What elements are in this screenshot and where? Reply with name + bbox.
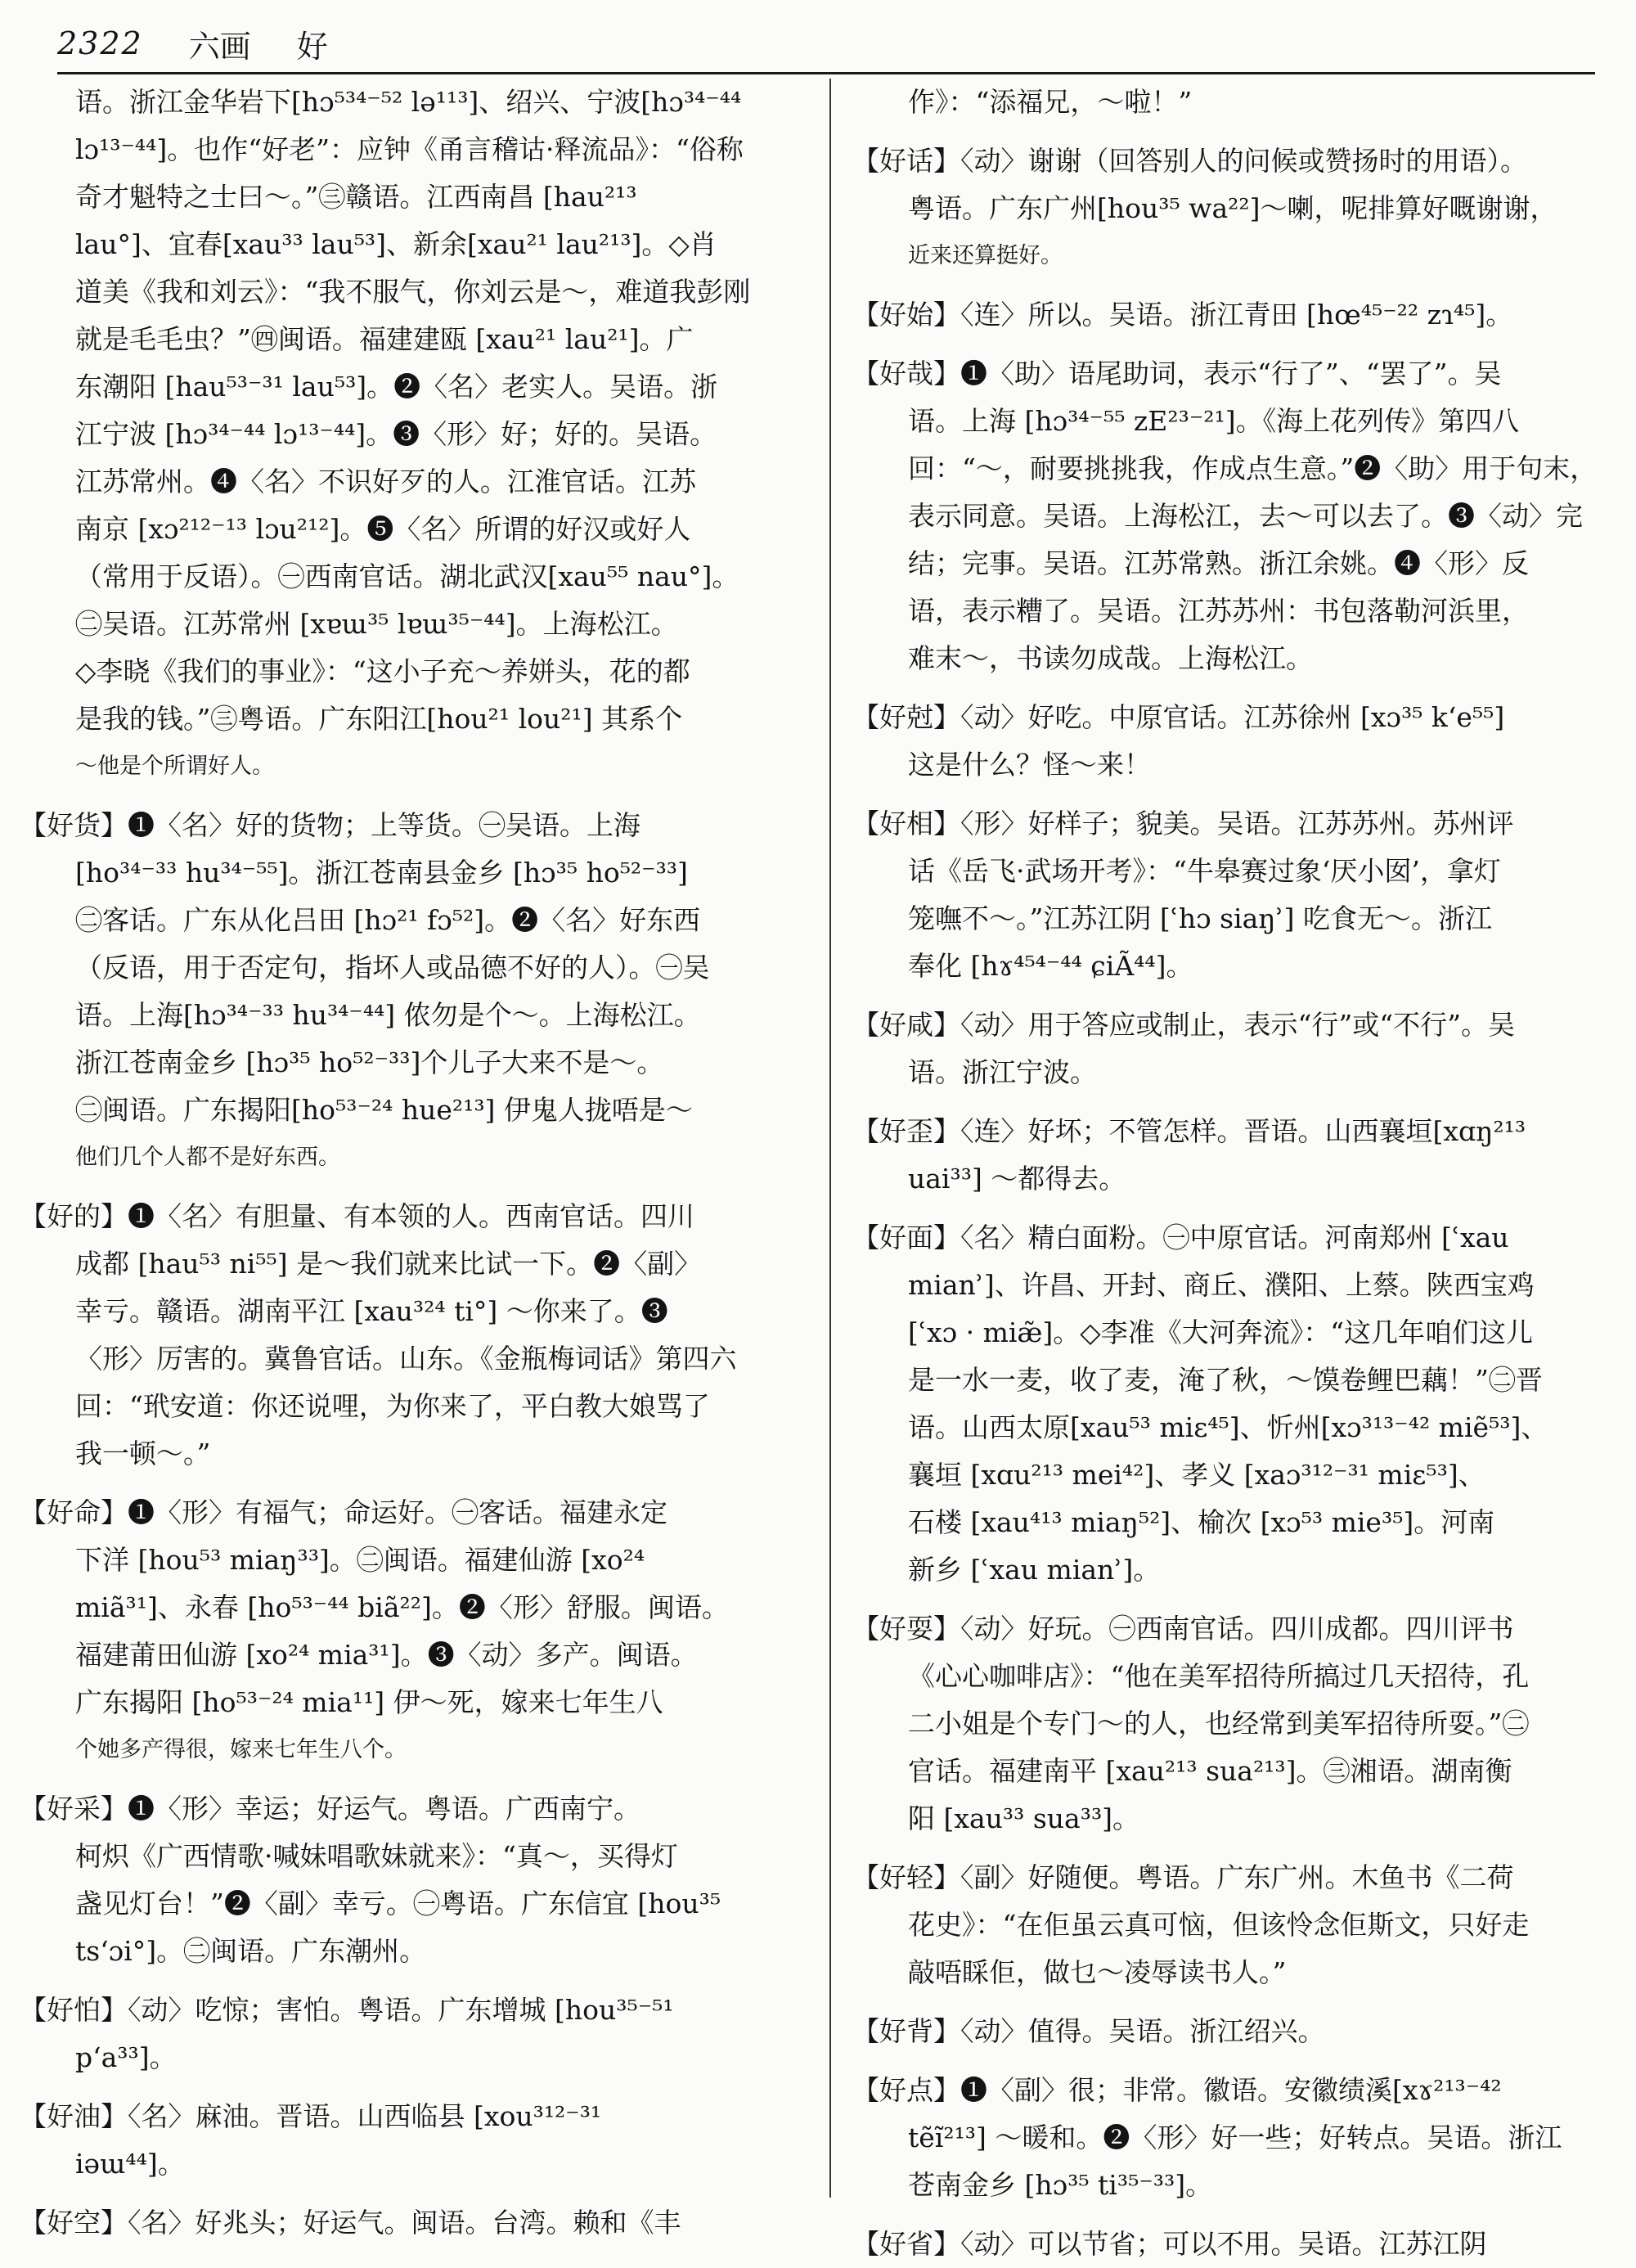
dictionary-entry-line: 【好相】〈形〉好样子；貌美。吴语。江苏苏州。苏州评 [852,808,1514,839]
dictionary-text-line: 〈形〉厉害的。冀鲁官话。山东。《金瓶梅词话》第四六 [75,1343,737,1375]
dictionary-text-line: 襄垣 [xɑu²¹³ mei⁴²]、孝义 [xaɔ³¹²⁻³¹ miɛ⁵³]、 [908,1459,1485,1491]
dictionary-text-line: 个她多产得很，嫁来七年生八个。 [75,1737,407,1762]
dictionary-text-line: 话《岳飞·武场开考》：“牛皋赛过象‘厌小囡’，拿灯 [908,855,1501,887]
dictionary-entry-line: 【好点】❶〈副〉很；非常。徽语。安徽绩溪[xɤ²¹³⁻⁴² [852,2074,1502,2106]
dictionary-text-line: 敲唔睬佢，做乜～凌辱读书人。” [908,1956,1287,1988]
dictionary-text-line: 他们几个人都不是好东西。 [75,1145,340,1170]
dictionary-entry-line: 【好货】❶〈名〉好的货物；上等货。㊀吴语。上海 [20,809,640,841]
dictionary-text-line: 语。浙江宁波。 [908,1056,1097,1088]
dictionary-text-line: 语。浙江金华岩下[hɔ⁵³⁴⁻⁵² lə¹¹³]、绍兴、宁波[hɔ³⁴⁻⁴⁴ [75,86,742,118]
column-divider [829,79,831,2198]
dictionary-text-line: 回：“～，耐要挑挑我，作成点生意。”❷〈助〉用于句末， [908,452,1598,484]
dictionary-text-line: 花史》：“在佢虽云真可恼，但该怜念佢斯文，只好走 [908,1909,1530,1941]
running-head [57,18,1579,69]
dictionary-entry-line: 【好话】〈动〉谢谢（回答别人的问候或赞扬时的用语）。 [852,145,1527,177]
dictionary-entry-line: 【好哉】❶〈助〉语尾助词，表示“行了”、“罢了”。吴 [852,358,1502,389]
dictionary-text-line: 结；完事。吴语。江苏常熟。浙江余姚。❹〈形〉反 [908,547,1529,579]
dictionary-text-line: uai³³] ～都得去。 [908,1163,1126,1195]
dictionary-text-line: tẽĩ²¹³] ～暖和。❷〈形〉好一些；好转点。吴语。浙江 [908,2122,1562,2153]
dictionary-text-line: 语。上海 [hɔ³⁴⁻⁵⁵ zE²³⁻²¹]。《海上花列传》第四八 [908,405,1520,437]
dictionary-text-line: iəɯ⁴⁴]。 [75,2148,185,2180]
dictionary-text-line: ◇李晓《我们的事业》：“这小子充～养姘头，花的都 [75,655,690,687]
dictionary-text-line: 表示同意。吴语。上海松江，去～可以去了。❸〈动〉完 [908,500,1583,532]
dictionary-text-line: 福建莆田仙游 [xo²⁴ mia³¹]。❸〈动〉多产。闽语。 [75,1639,698,1671]
dictionary-entry-line: 【好怕】〈动〉吃惊；害怕。粤语。广东增城 [hou³⁵⁻⁵¹ [20,1994,674,2026]
head-character: 好 [296,28,328,65]
dictionary-text-line: 东潮阳 [hau⁵³⁻³¹ lau⁵³]。❷〈名〉老实人。吴语。浙 [75,371,718,403]
dictionary-text-line: miã³¹]、永春 [ho⁵³⁻⁴⁴ biã²²]。❷〈形〉舒服。闽语。 [75,1591,729,1623]
dictionary-text-line: 阳 [xau³³ sua³³]。 [908,1802,1140,1834]
dictionary-text-line: 广东揭阳 [ho⁵³⁻²⁴ mia¹¹] 伊～死，嫁来七年生八 [75,1686,663,1718]
dictionary-text-line: 作》：“添福兄，～啦！” [908,86,1193,118]
stroke-section: 六画 [188,28,251,65]
dictionary-text-line: 就是毛毛虫？”㊃闽语。福建建瓯 [xau²¹ lau²¹]。广 [75,323,694,355]
dictionary-text-line: 苍南金乡 [hɔ³⁵ ti³⁵⁻³³]。 [908,2169,1213,2201]
dictionary-entry-line: 【好面】〈名〉精白面粉。㊀中原官话。河南郑州 [ʿxau [852,1222,1509,1253]
dictionary-text-line: 盏见灯台！”❷〈副〉幸亏。㊀粤语。广东信宜 [hou³⁵ [75,1888,721,1919]
dictionary-text-line: 笼嘸不～。”江苏江阴 [ʿhɔ siaŋʾ] 吃食无～。浙江 [908,902,1493,934]
dictionary-entry-line: 【好的】❶〈名〉有胆量、有本领的人。西南官话。四川 [20,1200,694,1232]
header-rule [57,72,1595,74]
dictionary-text-line: 柯炽《广西情歌·喊妹唱歌妹就来》：“真～，买得灯 [75,1840,678,1872]
dictionary-text-line: 幸亏。赣语。湖南平江 [xau³²⁴ ti°] ～你来了。❸ [75,1295,668,1327]
dictionary-text-line: 二小姐是个专门～的人，也经常到美军招待所耍。”㊁ [908,1708,1530,1739]
dictionary-text-line: 南京 [xɔ²¹²⁻¹³ lɔu²¹²]。❺〈名〉所谓的好汉或好人 [75,513,691,545]
dictionary-text-line: mianʾ]、许昌、开封、商丘、濮阳、上蔡。陕西宝鸡 [908,1269,1535,1301]
dictionary-entry-line: 【好耍】〈动〉好玩。㊀西南官话。四川成都。四川评书 [852,1613,1514,1645]
dictionary-text-line: 浙江苍南金乡 [hɔ³⁵ ho⁵²⁻³³]个儿子大来不是～。 [75,1046,664,1078]
dictionary-text-line: 成都 [hau⁵³ ni⁵⁵] 是～我们就来比试一下。❷〈副〉 [75,1248,702,1280]
dictionary-text-line: 这是什么？怪～来！ [908,749,1151,781]
dictionary-text-line: 江宁波 [hɔ³⁴⁻⁴⁴ lɔ¹³⁻⁴⁴]。❸〈形〉好；好的。吴语。 [75,418,717,450]
dictionary-text-line: 奇才魁特之士曰～。”㊂赣语。江西南昌 [hau²¹³ [75,181,637,213]
dictionary-text-line: （常用于反语）。㊀西南官话。湖北武汉[xau⁵⁵ nau°]。 [75,560,739,592]
dictionary-text-line: [ʿxɔ · miæ̃]。◇李准《大河奔流》：“这几年咱们这儿 [908,1316,1534,1348]
dictionary-entry-line: 【好背】〈动〉值得。吴语。浙江绍兴。 [852,2015,1325,2047]
dictionary-text-line: 回：“玳安道：你还说哩，为你来了，平白教大娘骂了 [75,1390,710,1422]
dictionary-text-line: ～他是个所谓好人。 [75,754,274,779]
dictionary-entry-line: 【好油】〈名〉麻油。晋语。山西临县 [xou³¹²⁻³¹ [20,2100,602,2132]
dictionary-text-line: 官话。福建南平 [xau²¹³ sua²¹³]。㊂湘语。湖南衡 [908,1755,1512,1787]
dictionary-entry-line: 【好歪】〈连〉好坏；不管怎样。晋语。山西襄垣[xɑŋ²¹³ [852,1115,1526,1147]
dictionary-text-line: 难末～，书读勿成哉。上海松江。 [908,642,1313,674]
dictionary-entry-line: 【好咸】〈动〉用于答应或制止，表示“行”或“不行”。吴 [852,1009,1515,1041]
dictionary-text-line: 下洋 [hou⁵³ miaŋ³³]。㊁闽语。福建仙游 [xo²⁴ [75,1544,645,1576]
dictionary-text-line: pʻa³³]。 [75,2041,177,2073]
dictionary-text-line: 粤语。广东广州[hou³⁵ wa²²]～喇，呢排算好嘅谢谢， [908,192,1557,224]
left-column [20,79,805,2239]
dictionary-text-line: 奉化 [hɤ⁴⁵⁴⁻⁴⁴ ɕiÃ⁴⁴]。 [908,950,1193,982]
dictionary-text-line: lɔ¹³⁻⁴⁴]。也作“好老”：应钟《甬言稽诂·释流品》：“俗称 [75,133,744,165]
dictionary-text-line: 语。上海[hɔ³⁴⁻³³ hu³⁴⁻⁴⁴] 侬勿是个～。上海松江。 [75,999,701,1031]
dictionary-text-line: 语。山西太原[xau⁵³ miɛ⁴⁵]、忻州[xɔ³¹³⁻⁴² miẽ⁵³]、 [908,1411,1548,1443]
dictionary-entry-line: 【好省】〈动〉可以节省；可以不用。吴语。江苏江阴 [852,2228,1487,2260]
dictionary-entry-line: 【好轻】〈副〉好随便。粤语。广东广州。木鱼书《二荷 [852,1861,1514,1893]
dictionary-text-line: 道美《我和刘云》：“我不服气，你刘云是～，难道我彭刚 [75,276,751,308]
dictionary-text-line: tsʻɔi°]。㊁闽语。广东潮州。 [75,1935,427,1967]
dictionary-text-line: 近来还算挺好。 [908,243,1063,268]
page-number: 2322 [57,25,143,61]
dictionary-text-line: 我一顿～。” [75,1438,211,1469]
dictionary-text-line: 是我的钱。”㊂粤语。广东阳江[hou²¹ lou²¹] 其系个 [75,703,683,735]
dictionary-entry-line: 【好采】❶〈形〉幸运；好运气。粤语。广西南宁。 [20,1793,640,1825]
dictionary-text-line: 《心心咖啡店》：“他在美军招待所搞过几天招待，孔 [908,1660,1530,1692]
dictionary-text-line: lau°]、宜春[xau³³ lau⁵³]、新余[xau²¹ lau²¹³]。◇肖 [75,228,717,260]
dictionary-entry-line: 【好尅】〈动〉好吃。中原官话。江苏徐州 [xɔ³⁵ kʻe⁵⁵] [852,701,1505,733]
dictionary-text-line: 语，表示糟了。吴语。江苏苏州：书包落勒河浜里， [908,595,1529,627]
dictionary-text-line: 是一水一麦，收了麦，淹了秋，～馍卷鲤巴藕！”㊁晋 [908,1364,1543,1396]
dictionary-text-line: ㊁吴语。江苏常州 [xɐɯ³⁵ lɐɯ³⁵⁻⁴⁴]。上海松江。 [75,608,678,640]
dictionary-entry-line: 【好命】❶〈形〉有福气；命运好。㊀客话。福建永定 [20,1496,667,1528]
dictionary-text-line: 江苏常州。❹〈名〉不识好歹的人。江淮官话。江苏 [75,466,696,497]
dictionary-text-line: ㊁闽语。广东揭阳[ho⁵³⁻²⁴ hue²¹³] 伊鬼人拢唔是～ [75,1094,693,1126]
dictionary-entry-line: 【好始】〈连〉所以。吴语。浙江青田 [hœ⁴⁵⁻²² zɿ⁴⁵]。 [852,299,1513,331]
right-column [852,79,1598,2260]
dictionary-text-line: [ho³⁴⁻³³ hu³⁴⁻⁵⁵]。浙江苍南县金乡 [hɔ³⁵ ho⁵²⁻³³] [75,857,688,889]
dictionary-entry-line: 【好空】〈名〉好兆头；好运气。闽语。台湾。赖和《丰 [20,2207,681,2239]
dictionary-text-line: 新乡 [ʿxau mianʾ]。 [908,1554,1161,1586]
dictionary-text-line: （反语，用于否定句，指坏人或品德不好的人）。㊀吴 [75,952,710,983]
dictionary-text-line: 石楼 [xau⁴¹³ miaŋ⁵²]、榆次 [xɔ⁵³ mie³⁵]。河南 [908,1506,1495,1538]
dictionary-text-line: ㊁客话。广东从化吕田 [hɔ²¹ fɔ⁵²]。❷〈名〉好东西 [75,904,701,936]
